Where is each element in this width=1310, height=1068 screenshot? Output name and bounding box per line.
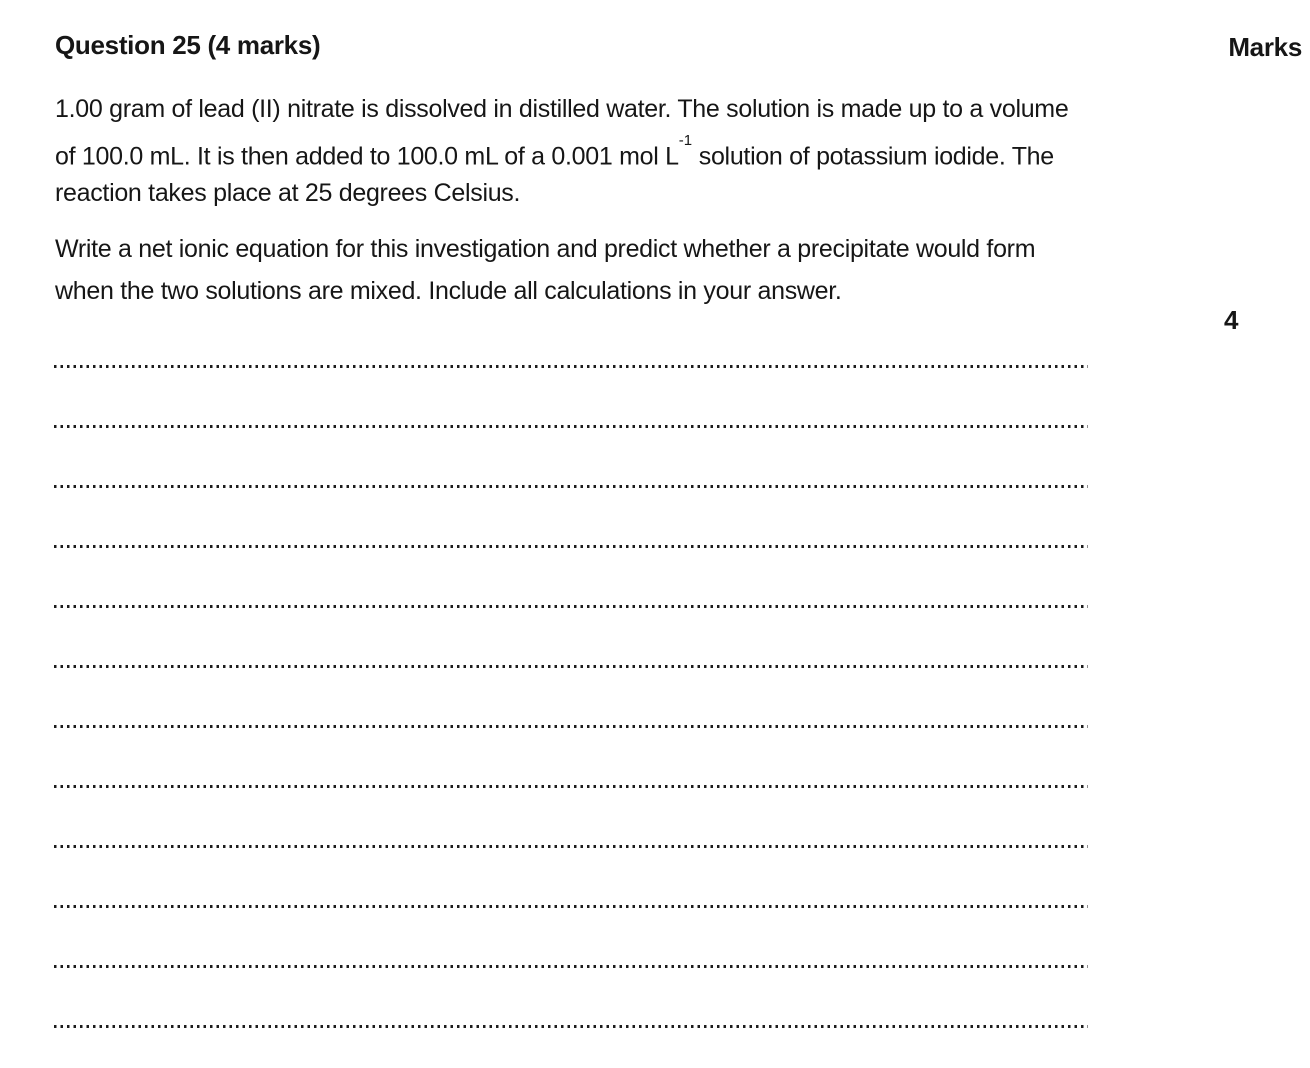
answer-line <box>54 845 1088 848</box>
question-title: Question 25 (4 marks) <box>55 30 321 60</box>
paragraph-line: 1.00 gram of lead (II) nitrate is dissolved in distilled water. The solution is made up to a volume <box>55 95 1069 123</box>
paragraph-line: when the two solutions are mixed. Include all calculations in your answer. <box>55 277 842 305</box>
marks-value: 4 <box>1224 305 1239 335</box>
exponent-superscript: -1 <box>678 132 693 149</box>
answer-line <box>54 605 1088 608</box>
paragraph-line <box>55 130 1068 172</box>
answer-line <box>54 665 1088 668</box>
answer-line <box>54 785 1088 788</box>
answer-line <box>54 725 1088 728</box>
paragraph-line: reaction takes place at 25 degrees Celsius. <box>55 179 521 207</box>
answer-line <box>54 425 1088 428</box>
answer-lines-area <box>54 365 1088 1035</box>
line-text: of 100.0 mL. It is then added to 100.0 mL of a 0.001 mol L <box>55 142 679 171</box>
answer-line <box>54 905 1088 908</box>
answer-line <box>54 365 1088 368</box>
question-task-paragraph <box>55 228 1035 312</box>
answer-line <box>54 1025 1088 1028</box>
answer-line <box>54 485 1088 488</box>
marks-column-header: Marks <box>1228 32 1302 62</box>
answer-line <box>54 545 1088 548</box>
question-intro-paragraph <box>55 88 1068 214</box>
answer-line <box>54 965 1088 968</box>
paragraph-line: Write a net ionic equation for this investigation and predict whether a precipitate would form <box>55 235 1036 263</box>
line-text: solution of potassium iodide. The <box>692 142 1054 171</box>
